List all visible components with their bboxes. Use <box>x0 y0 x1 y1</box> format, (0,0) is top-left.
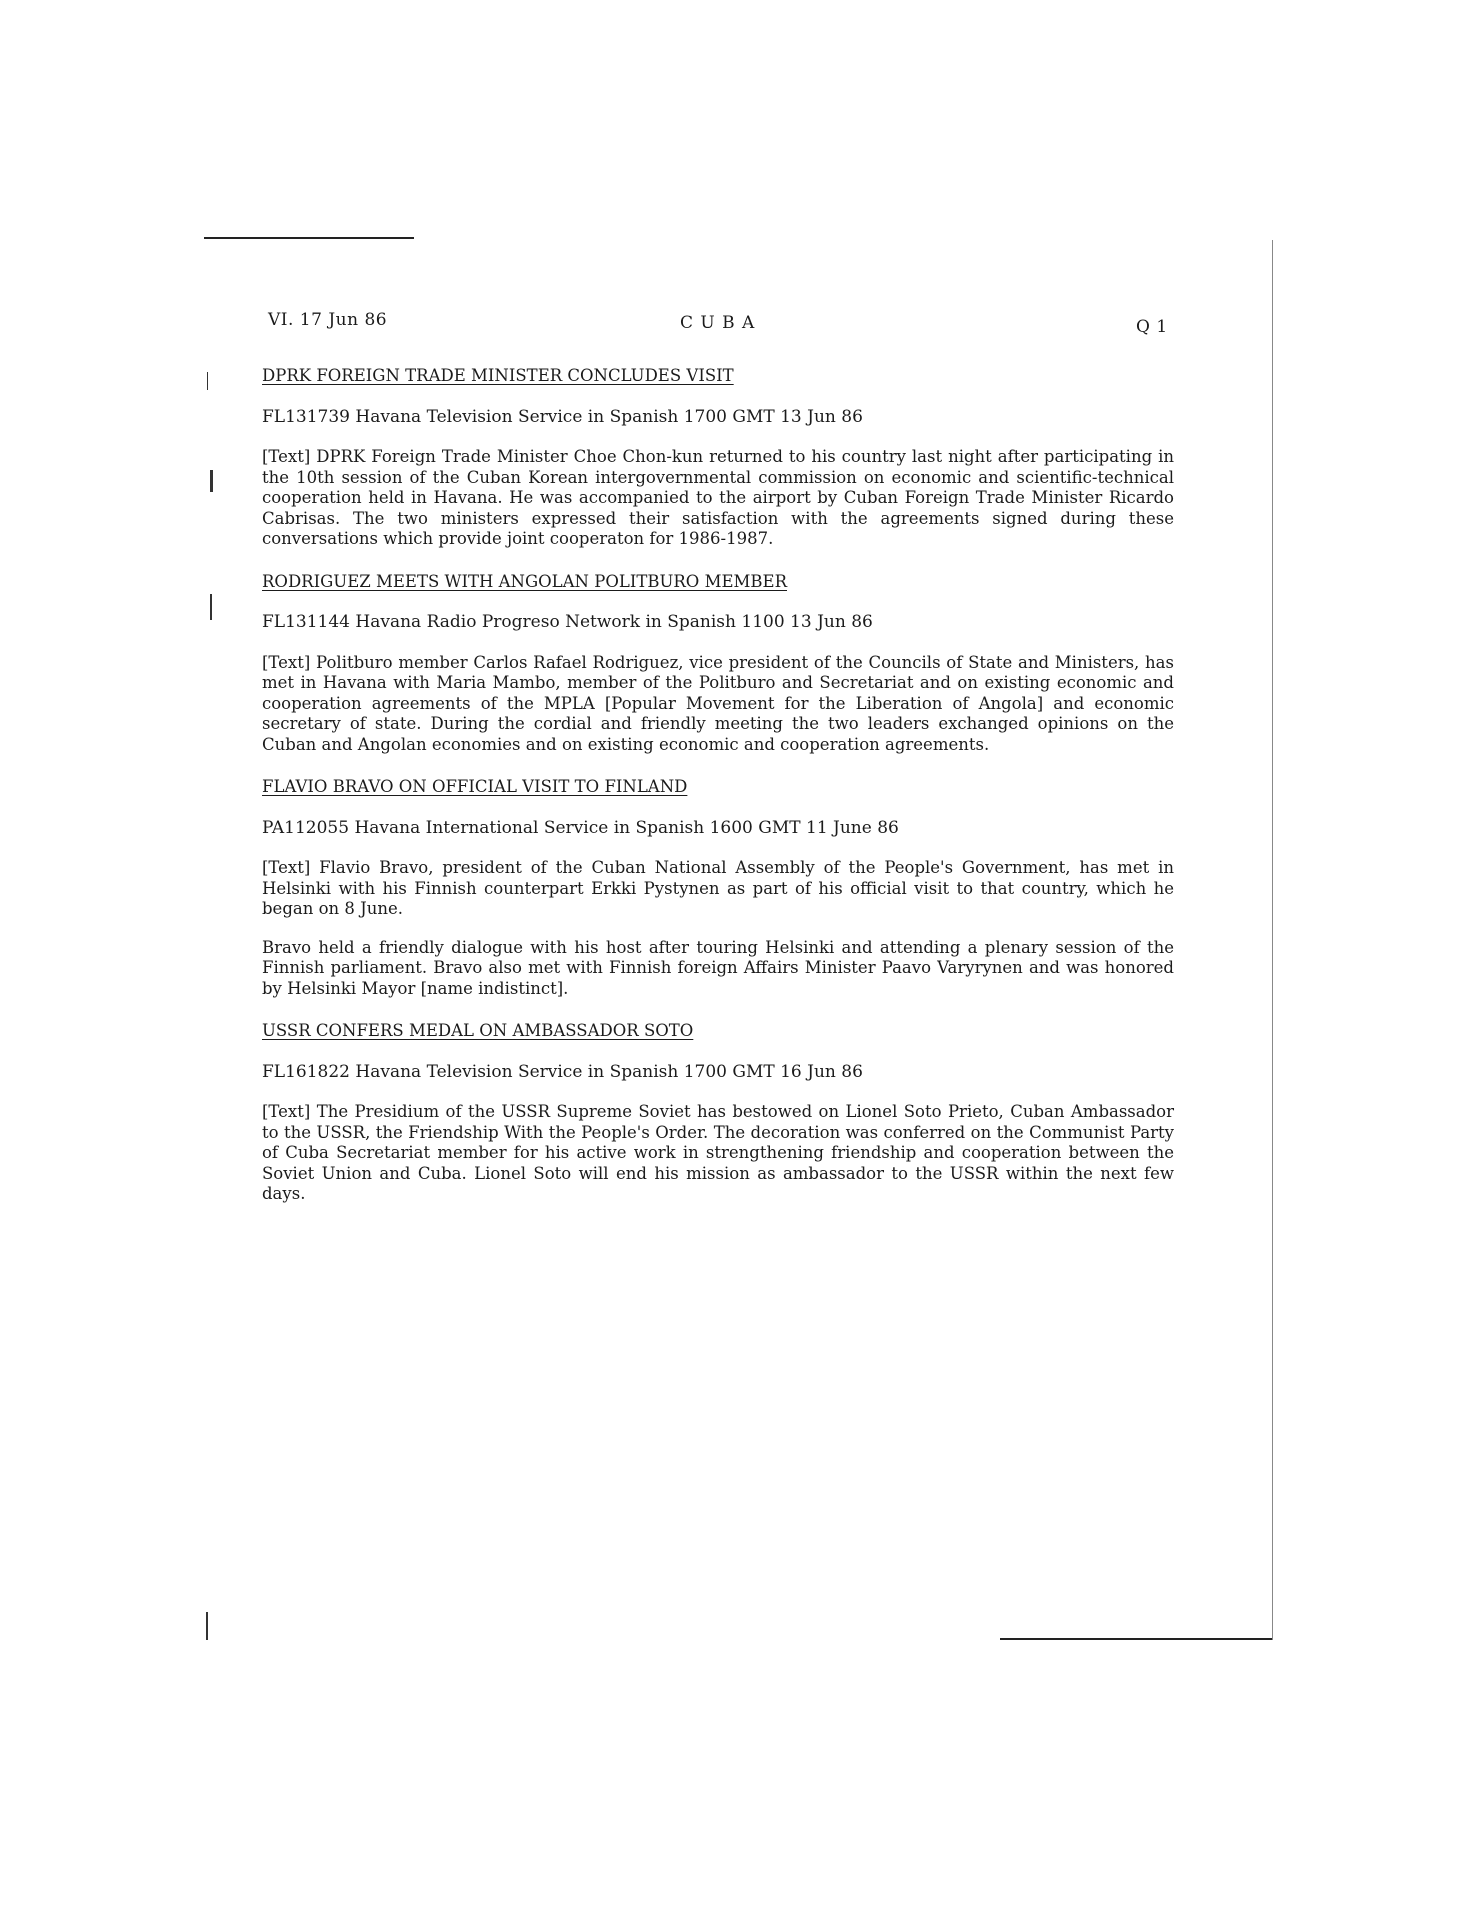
article-source-line: PA112055 Havana International Service in Spanish 1600 GMT 11 June 86 <box>262 817 899 838</box>
article <box>262 366 1174 550</box>
header-page-number: Q 1 <box>1136 317 1168 337</box>
right-border-line <box>1272 240 1273 1640</box>
margin-mark <box>210 594 212 620</box>
article-paragraph: [Text] The Presidium of the USSR Supreme Soviet has bestowed on Lionel Soto Prieto, Cuban Ambassador to the USSR, the Friendship With the People's Order. The decoration was conferred on the Communist Party of Cuba Secretariat member for his active work in strengthening friendship and cooperation between the Soviet Union and Cuba. Lionel Soto will end his mission as ambassador to the USSR within the next few days. <box>262 1102 1174 1203</box>
margin-mark <box>210 470 213 492</box>
bottom-right-rule <box>1000 1638 1272 1640</box>
article-source-line: FL161822 Havana Television Service in Spanish 1700 GMT 16 Jun 86 <box>262 1061 863 1082</box>
header-section-date: VI. 17 Jun 86 <box>268 310 388 330</box>
article-headline: FLAVIO BRAVO ON OFFICIAL VISIT TO FINLAND <box>262 777 688 796</box>
header-country: C U B A <box>680 313 756 333</box>
article-paragraph: [Text] Politburo member Carlos Rafael Rodriguez, vice president of the Councils of State and Ministers, has met in Havana with Maria Mambo, member of the Politburo and Secretariat and on existing economic and cooperation agreements of the MPLA [Popular Movement for the Liberation of Angola] and economic secretary of state. During the cordial and friendly meeting the two leaders exchanged opinions on the Cuban and Angolan economies and on existing economic and cooperation agreements. <box>262 652 1174 754</box>
article-paragraph: [Text] DPRK Foreign Trade Minister Choe Chon-kun returned to his country last night after participating in the 10th session of the Cuban Korean intergovernmental commission on economic and scientific-technical cooperation held in Havana. He was accompanied to the airport by Cuban Foreign Trade Minister Ricardo Cabrisas. The two ministers expressed their satisfaction with the agreements signed during these conversations which provide joint cooperaton for 1986-1987. <box>262 447 1174 548</box>
article <box>262 777 1174 999</box>
top-left-rule <box>204 237 414 239</box>
article-source-line: FL131144 Havana Radio Progreso Network in Spanish 1100 13 Jun 86 <box>262 612 873 632</box>
article-list <box>262 366 1174 1227</box>
margin-mark <box>206 1612 208 1640</box>
article-headline: DPRK FOREIGN TRADE MINISTER CONCLUDES VISIT <box>262 366 734 385</box>
article-headline: RODRIGUEZ MEETS WITH ANGOLAN POLITBURO MEMBER <box>262 571 787 591</box>
article-paragraph: [Text] Flavio Bravo, president of the Cuban National Assembly of the People's Government, has met in Helsinki with his Finnish counterpart Erkki Pystynen as part of his official visit to that country, which he began on 8 June. <box>262 858 1174 918</box>
article <box>262 1021 1174 1205</box>
margin-mark <box>207 372 208 390</box>
article-headline: USSR CONFERS MEDAL ON AMBASSADOR SOTO <box>262 1021 694 1040</box>
article <box>262 572 1174 756</box>
article-source-line: FL131739 Havana Television Service in Spanish 1700 GMT 13 Jun 86 <box>262 406 863 427</box>
article-paragraph: Bravo held a friendly dialogue with his host after touring Helsinki and attending a plenary session of the Finnish parliament. Bravo also met with Finnish foreign Affairs Minister Paavo Varyrynen and was honored by Helsinki Mayor [name indistinct]. <box>262 937 1174 998</box>
